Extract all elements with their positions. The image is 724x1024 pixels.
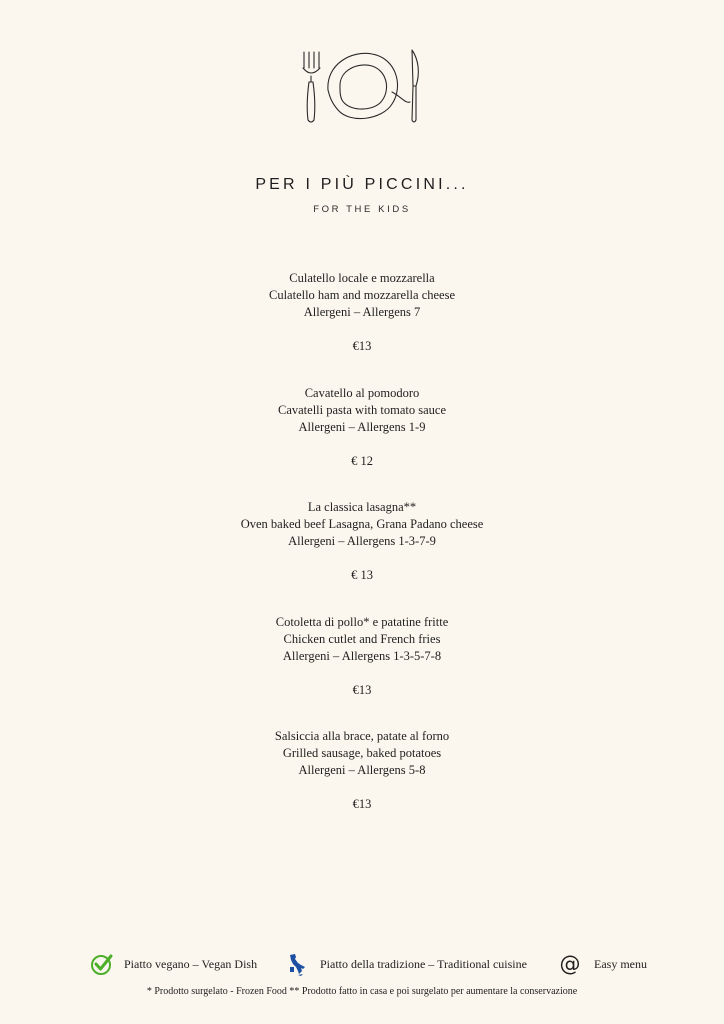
dish-name-en: Chicken cutlet and French fries (283, 631, 441, 646)
dish-name-en: Cavatelli pasta with tomato sauce (277, 402, 446, 417)
menu-item (0, 385, 724, 500)
menu-item (0, 499, 724, 614)
legend-easy (558, 950, 647, 978)
dish-name-it: Culatello locale e mozzarella (289, 271, 435, 285)
menu-list (0, 270, 724, 843)
legend-tradition-label: Piatto della tradizione – Traditional cuisine (320, 956, 527, 971)
legend-vegan (90, 950, 257, 978)
legend-tradition (286, 950, 527, 978)
dish-name-en: Oven baked beef Lasagna, Grana Padano cheese (240, 517, 484, 531)
dish-name-it: Salsiccia alla brace, patate al forno (274, 729, 450, 743)
dish-price: €13 (352, 339, 372, 353)
legend (0, 950, 724, 978)
legend-vegan-label: Piatto vegano – Vegan Dish (124, 956, 258, 971)
fork-plate-knife-icon (292, 42, 432, 126)
dish-price: €13 (352, 682, 372, 697)
footnote: * Prodotto surgelato - Frozen Food ** Prodotto fatto in casa e poi surgelato per aumentare la conservazione (146, 986, 578, 997)
dish-name-it: Cavatello al pomodoro (304, 385, 420, 400)
dish-allergens: Allergeni – Allergens 7 (303, 305, 421, 319)
dish-name-en: Culatello ham and mozzarella cheese (268, 288, 456, 302)
dish-price: €13 (352, 797, 372, 811)
dish-allergens: Allergeni – Allergens 1-3-7-9 (288, 534, 436, 548)
legend-easy-label: Easy menu (594, 956, 647, 971)
dish-price: € 12 (351, 453, 373, 468)
dish-name-it: Cotoletta di pollo* e patatine fritte (275, 614, 449, 629)
green-check-icon (90, 952, 114, 976)
dish-allergens: Allergeni – Allergens 1-9 (298, 419, 426, 434)
menu-item (0, 270, 724, 385)
italy-map-icon (286, 952, 310, 976)
dish-name-en: Grilled sausage, baked potatoes (282, 746, 442, 760)
menu-item (0, 614, 724, 729)
dish-allergens: Allergeni – Allergens 1-3-5-7-8 (282, 648, 442, 663)
at-sign-icon: @ (559, 952, 581, 976)
dish-allergens: Allergeni – Allergens 5-8 (298, 763, 426, 777)
dish-name-it: La classica lasagna** (307, 500, 417, 514)
dish-price: € 13 (351, 568, 373, 582)
menu-item (0, 728, 724, 843)
page-subtitle: FOR THE KIDS (313, 204, 411, 215)
page-title: PER I PIÙ PICCINI... (255, 176, 469, 193)
